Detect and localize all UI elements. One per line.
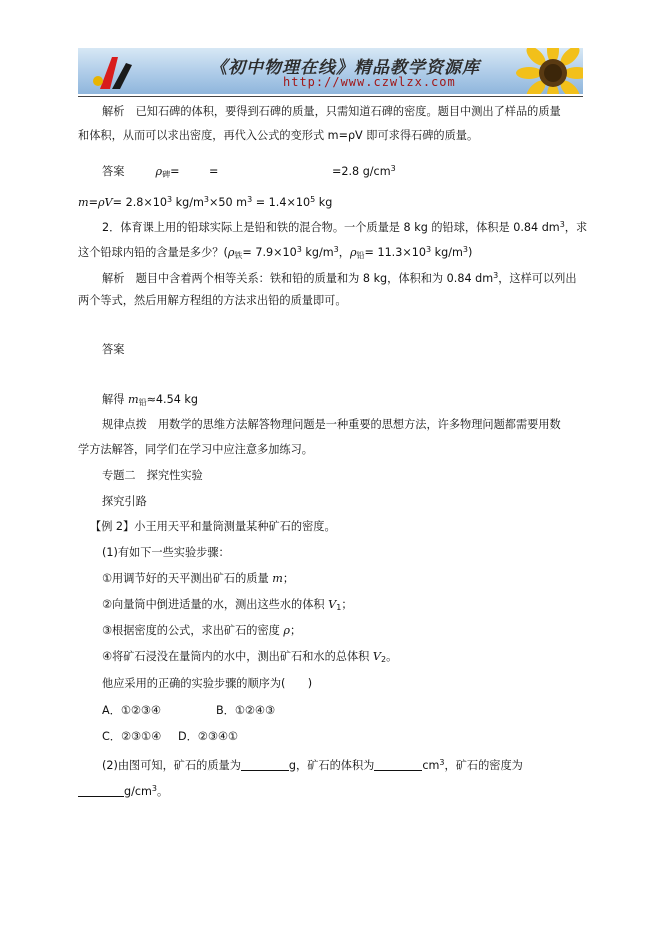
analysis-2-line-2: 两个等式，然后用解方程组的方法求出铅的质量即可。	[78, 294, 347, 307]
analysis-label: 解析	[102, 105, 125, 118]
step-2: ②向量筒中倒进适量的水，测出这些水的体积 $V_1$；	[102, 598, 353, 612]
example-2-q2-cont: $g/cm^3$。	[78, 781, 168, 800]
order-question: 他应采用的正确的实验步骤的顺序为( )	[102, 677, 313, 690]
banner-url[interactable]: http://www.czwlzx.com	[283, 75, 456, 89]
tip-label: 规律点拨	[102, 418, 147, 431]
question-2-line-1: 2．体育课上用的铅球实际上是铅和铁的混合物。一个质量是 8 kg 的铅球，体积是 0.84 $dm^3$，求	[102, 220, 588, 234]
step-1: ①用调节好的天平测出矿石的质量 m；	[102, 572, 295, 585]
density-blank[interactable]	[78, 784, 124, 797]
guide-heading: 探究引路	[102, 495, 147, 508]
answer-2-label: 答案	[102, 343, 125, 356]
header-divider	[78, 96, 583, 97]
banner-title: 《初中物理在线》精品教学资源库	[210, 58, 480, 78]
header-banner	[78, 48, 583, 94]
option-d[interactable]: D．②③④①	[178, 730, 238, 743]
example-2-q2: (2)由图可知，矿石的质量为 g，矿石的体积为 $cm^3$，矿石的密度为	[102, 758, 523, 772]
question-2-line-2: 这个铅球内铅的含量是多少？($\rho_铁= 7.9\times 10^3$ $kg/m^3$，$\rho_铅= 11.3\times 10^3$ $kg/m^3$)	[78, 245, 473, 260]
tip-line-2: 学方法解答，同学们在学习中应注意多加练习。	[78, 443, 313, 456]
mass-calc-line: $m=\rho V= 2.8\times 10^3$ $kg/m^3\times 50$ $m^3 = 1.4\times 10^5$ kg	[78, 195, 333, 209]
volume-blank[interactable]	[374, 758, 422, 771]
example-2-stem: 【例 2】小王用天平和量筒测量某种矿石的密度。	[90, 520, 336, 533]
option-b[interactable]: B．①②④③	[216, 704, 275, 717]
example-2-q1: (1)有如下一些实验步骤：	[102, 546, 230, 559]
answer-2-result: 解得 $m_铅\approx 4.54$ kg	[102, 393, 198, 407]
option-c[interactable]: C．②③①④	[102, 730, 162, 743]
analysis-1-line-2: 和体积，从而可以求出密度，再代入公式的变形式 m=ρV 即可求得石碑的质量。	[78, 129, 479, 142]
option-a[interactable]: A．①②③④	[102, 704, 161, 717]
sunflower-icon	[509, 48, 583, 94]
answer-label: 答案	[102, 165, 125, 178]
example-label: 【例 2】	[90, 520, 135, 533]
analysis-1-line-1: 解析 已知石碑的体积，要得到石碑的质量，只需知道石碑的密度。题目中测出了样品的质量	[102, 105, 561, 118]
analysis-2-line-1: 解析 题目中含着两个相等关系：铁和铅的质量和为 8 kg，体积和为 0.84 $dm^3$，这样可以列出	[102, 271, 577, 285]
analysis-label: 解析	[102, 272, 125, 285]
answer-1-line: 答案 $\rho_碑= = =2.8$ $g/cm^3$	[102, 164, 396, 179]
step-4: ④将矿石浸没在量筒内的水中，测出矿石和水的总体积 $V_2$。	[102, 650, 398, 664]
section-heading-2: 专题二 探究性实验	[102, 469, 203, 482]
logo-icon	[86, 51, 146, 91]
tip-line-1: 规律点拨 用数学的思维方法解答物理问题是一种重要的思想方法，许多物理问题都需要用数	[102, 418, 561, 431]
step-3: ③根据密度的公式，求出矿石的密度 ρ；	[102, 624, 302, 637]
mass-blank[interactable]	[241, 758, 289, 771]
